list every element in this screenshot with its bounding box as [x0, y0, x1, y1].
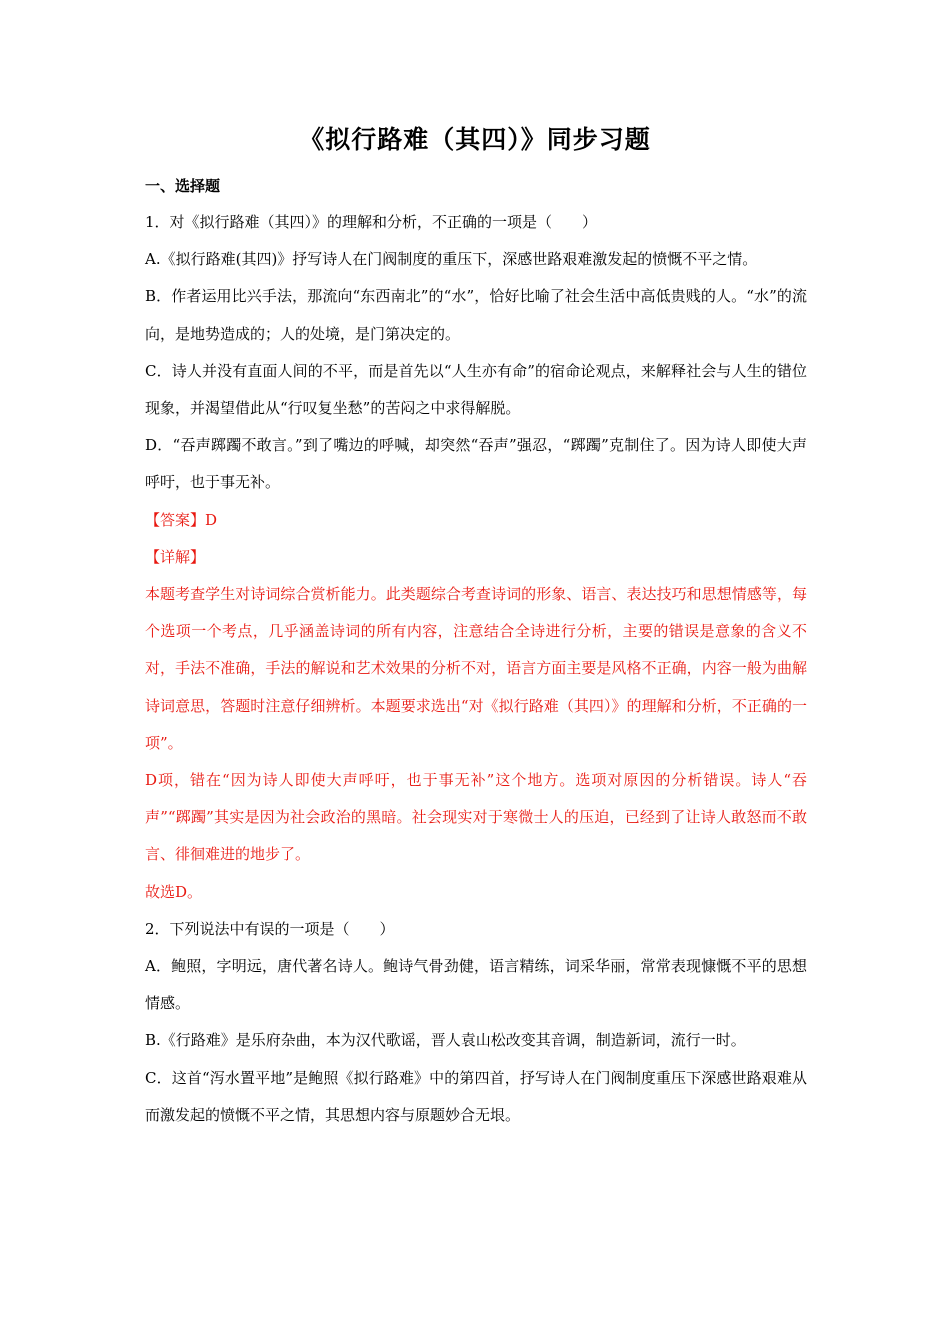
option-c: C．诗人并没有直面人间的不平，而是首先以“人生亦有命”的宿命论观点，来解释社会与人生的错位现象，并渴望借此从“行叹复坐愁”的苦闷之中求得解脱。 [145, 361, 807, 418]
answer-line: 【答案】D [145, 510, 218, 529]
option-b: B．作者运用比兴手法，那流向“东西南北”的“水”，恰好比喻了社会生活中高低贵贱的人。“水”的流向，是地势造成的；人的处境，是门第决定的。 [145, 287, 807, 343]
detail-paragraph-2: D项，错在“因为诗人即使大声呼吁，也于事无补”这个地方。选项对原因的分析错误。诗人“吞声”“踯躅”其实是因为社会政治的黑暗。社会现实对于寒微士人的压迫，已经到了让诗人敢怒而不敢言、徘徊难进的地步了。 [145, 771, 807, 864]
page-title: 《拟行路难（其四）》同步习题 [299, 125, 651, 154]
detail-conclusion: 故选D。 [145, 882, 203, 901]
option-c: C．这首“泻水置平地”是鲍照《拟行路难》中的第四首，抒写诗人在门阀制度重压下深感世路艰难从而激发起的愤慨不平之情，其思想内容与原题妙合无垠。 [145, 1068, 807, 1124]
question-stem: 1．对《拟行路难（其四）》的理解和分析，不正确的一项是（ ） [145, 213, 598, 231]
option-d: D．“吞声踯躅不敢言。”到了嘴边的呼喊，却突然“吞声”强忍，“踯躅”克制住了。因为诗人即使大声呼吁，也于事无补。 [145, 436, 807, 492]
question-2 [145, 911, 807, 1134]
document-body [145, 168, 807, 1134]
question-1 [145, 204, 807, 911]
section-heading: 一、选择题 [145, 177, 221, 195]
detail-label: 【详解】 [145, 547, 206, 566]
option-b: B.《行路难》是乐府杂曲，本为汉代歌谣，晋人袁山松改变其音调，制造新词，流行一时。 [145, 1031, 746, 1050]
option-a: A.《拟行路难(其四)》抒写诗人在门阀制度的重压下，深感世路艰难激发起的愤慨不平之情。 [145, 250, 758, 269]
option-a: A．鲍照，字明远，唐代著名诗人。鲍诗气骨劲健，语言精练，词采华丽，常常表现慷慨不平的思想情感。 [145, 957, 807, 1013]
detail-paragraph-1: 本题考查学生对诗词综合赏析能力。此类题综合考查诗词的形象、语言、表达技巧和思想情感等，每个选项一个考点，几乎涵盖诗词的所有内容，注意结合全诗进行分析，主要的错误是意象的含义不对，手法不准确，手法的解说和艺术效果的分析不对，语言方面主要是风格不正确，内容一般为曲解诗词意思，答题时注意仔细辨析。本题要求选出“对《拟行路难（其四）》的理解和分析，不正确的一项”。 [145, 585, 807, 752]
question-stem: 2．下列说法中有误的一项是（ ） [145, 919, 395, 938]
